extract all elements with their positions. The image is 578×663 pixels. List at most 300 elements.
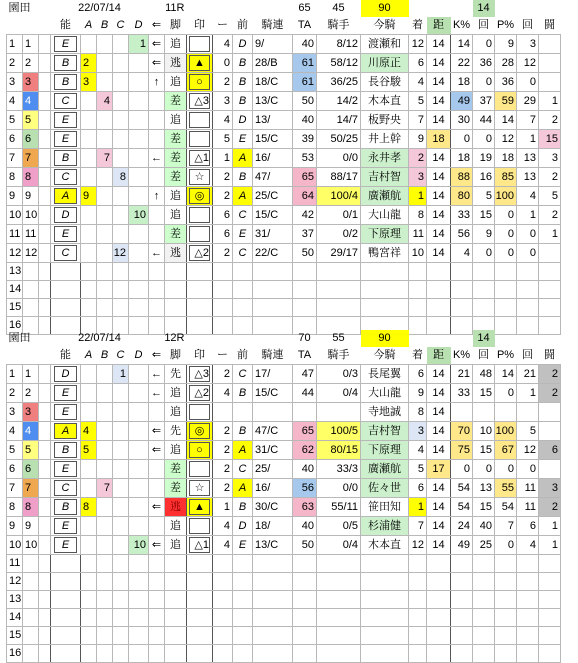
row-number[interactable]: 15 — [7, 299, 23, 317]
jockey-stats[interactable]: 14/7 — [317, 111, 361, 130]
prev-grade[interactable]: A — [233, 187, 253, 206]
ability-grade[interactable] — [51, 130, 81, 149]
cell[interactable] — [97, 609, 113, 627]
col-c[interactable]: 8 — [113, 168, 129, 187]
row-number[interactable]: 13 — [7, 263, 23, 281]
count-1[interactable]: 0 — [473, 35, 495, 54]
p-percent[interactable]: 85 — [495, 168, 517, 187]
cell[interactable] — [39, 187, 51, 206]
cell[interactable] — [81, 263, 97, 281]
cell[interactable] — [129, 591, 149, 609]
column-header[interactable]: 前 — [233, 347, 253, 365]
cell[interactable] — [23, 627, 39, 645]
jockey-combo[interactable]: 13/ — [253, 111, 293, 130]
column-header[interactable]: ⇐ — [149, 17, 165, 35]
cell[interactable] — [427, 591, 451, 609]
cell[interactable] — [165, 299, 187, 317]
cell[interactable] — [233, 263, 253, 281]
k-percent[interactable]: 54 — [451, 498, 473, 517]
ability-grade[interactable] — [51, 187, 81, 206]
cell[interactable] — [113, 573, 129, 591]
col-z[interactable]: 1 — [213, 149, 233, 168]
col-c[interactable] — [113, 225, 129, 244]
row-number[interactable]: 16 — [7, 317, 23, 335]
cell[interactable] — [233, 609, 253, 627]
cell[interactable] — [451, 263, 473, 281]
fight-value[interactable] — [539, 422, 561, 441]
cell[interactable] — [427, 299, 451, 317]
frame-number[interactable]: 1 — [23, 35, 39, 54]
col-z[interactable]: 4 — [213, 384, 233, 403]
prev-grade[interactable]: D — [233, 111, 253, 130]
p-percent[interactable]: 54 — [495, 498, 517, 517]
ability-grade[interactable] — [51, 244, 81, 263]
jockey-name[interactable]: 井上幹 — [361, 130, 409, 149]
col-z[interactable]: 2 — [213, 422, 233, 441]
row-number[interactable]: 5 — [7, 111, 23, 130]
count-1[interactable]: 15 — [473, 498, 495, 517]
column-header[interactable]: P% — [495, 17, 517, 35]
cell[interactable] — [23, 555, 39, 573]
fight-value[interactable]: 15 — [539, 130, 561, 149]
col-a[interactable] — [81, 517, 97, 536]
trend-arrow[interactable] — [149, 168, 165, 187]
col-c[interactable]: 1 — [113, 365, 129, 384]
count-2[interactable]: 12 — [517, 441, 539, 460]
cell[interactable] — [39, 403, 51, 422]
count-1[interactable]: 13 — [473, 479, 495, 498]
fight-value[interactable]: 1 — [539, 517, 561, 536]
prev-grade[interactable]: B — [233, 498, 253, 517]
col-z[interactable]: 2 — [213, 460, 233, 479]
col-b[interactable] — [97, 365, 113, 384]
running-style[interactable]: 追 — [165, 111, 187, 130]
cell[interactable] — [113, 281, 129, 299]
running-style[interactable]: 追 — [165, 35, 187, 54]
row-number[interactable]: 16 — [7, 645, 23, 663]
column-header[interactable]: 脚 — [165, 347, 187, 365]
spacer[interactable] — [409, 0, 473, 17]
column-header[interactable]: 距 — [427, 347, 451, 365]
cell[interactable] — [39, 441, 51, 460]
time-index[interactable]: 37 — [293, 225, 317, 244]
frame-number[interactable]: 3 — [23, 403, 39, 422]
count-1[interactable]: 15 — [473, 384, 495, 403]
column-header[interactable]: 騎連 — [253, 17, 293, 35]
cell[interactable] — [517, 627, 539, 645]
column-header[interactable]: A — [81, 347, 97, 365]
column-header[interactable]: 着 — [409, 347, 427, 365]
cell[interactable] — [81, 281, 97, 299]
cell[interactable] — [473, 645, 495, 663]
cell[interactable] — [517, 609, 539, 627]
count-2[interactable]: 1 — [517, 384, 539, 403]
jockey-stats[interactable]: 100/5 — [317, 422, 361, 441]
running-style[interactable]: 追 — [165, 517, 187, 536]
cell[interactable] — [473, 627, 495, 645]
jockey-stats[interactable]: 0/0 — [317, 479, 361, 498]
cell[interactable] — [149, 263, 165, 281]
jockey-combo[interactable]: 16/ — [253, 149, 293, 168]
jockey-name[interactable]: 廣瀬航 — [361, 460, 409, 479]
cell[interactable] — [97, 627, 113, 645]
frame-number[interactable]: 10 — [23, 206, 39, 225]
cell[interactable] — [39, 111, 51, 130]
frame-number[interactable]: 6 — [23, 460, 39, 479]
spacer[interactable] — [495, 330, 561, 347]
col-a[interactable] — [81, 365, 97, 384]
prev-grade[interactable]: B — [233, 92, 253, 111]
ability-grade[interactable] — [51, 479, 81, 498]
cell[interactable] — [39, 244, 51, 263]
finish-rank[interactable]: 9 — [409, 384, 427, 403]
count-1[interactable]: 10 — [473, 422, 495, 441]
col-d[interactable] — [129, 384, 149, 403]
trend-arrow[interactable] — [149, 225, 165, 244]
col-z[interactable]: 4 — [213, 536, 233, 555]
jockey-stats[interactable]: 58/12 — [317, 54, 361, 73]
cell[interactable] — [113, 609, 129, 627]
row-number[interactable]: 7 — [7, 149, 23, 168]
cell[interactable] — [113, 591, 129, 609]
cell[interactable] — [23, 263, 39, 281]
cell[interactable] — [317, 591, 361, 609]
row-number[interactable]: 12 — [7, 573, 23, 591]
cell[interactable] — [129, 573, 149, 591]
cell[interactable] — [187, 573, 213, 591]
jockey-stats[interactable]: 0/3 — [317, 365, 361, 384]
jockey-name[interactable]: 鴨宮祥 — [361, 244, 409, 263]
count-2[interactable]: 13 — [517, 149, 539, 168]
k-percent[interactable]: 0 — [451, 130, 473, 149]
col-c[interactable] — [113, 73, 129, 92]
cell[interactable] — [495, 609, 517, 627]
cell[interactable] — [427, 609, 451, 627]
row-number[interactable]: 14 — [7, 609, 23, 627]
cell[interactable] — [165, 591, 187, 609]
count-2[interactable]: 21 — [517, 365, 539, 384]
column-header[interactable]: 印 — [187, 347, 213, 365]
k-percent[interactable]: 49 — [451, 536, 473, 555]
cell[interactable] — [539, 609, 561, 627]
k-percent[interactable]: 33 — [451, 384, 473, 403]
cell[interactable] — [213, 609, 233, 627]
p-percent[interactable]: 28 — [495, 54, 517, 73]
cell[interactable] — [81, 645, 97, 663]
time-index[interactable]: 50 — [293, 92, 317, 111]
cell[interactable] — [113, 555, 129, 573]
jockey-combo[interactable]: 30/C — [253, 498, 293, 517]
col-b[interactable] — [97, 422, 113, 441]
col-b[interactable]: 7 — [97, 149, 113, 168]
cell[interactable] — [473, 591, 495, 609]
cell[interactable] — [293, 591, 317, 609]
column-header[interactable]: ー — [213, 17, 233, 35]
column-header[interactable]: 今騎 — [361, 347, 409, 365]
column-header[interactable]: 着 — [409, 17, 427, 35]
time-index[interactable]: 50 — [293, 536, 317, 555]
cell[interactable] — [517, 555, 539, 573]
corner[interactable] — [23, 17, 39, 35]
fight-value[interactable] — [539, 244, 561, 263]
running-style[interactable]: 追 — [165, 73, 187, 92]
col-b[interactable] — [97, 73, 113, 92]
jockey-name[interactable]: 木本直 — [361, 92, 409, 111]
cell[interactable] — [81, 573, 97, 591]
col-z[interactable]: 4 — [213, 517, 233, 536]
distance[interactable]: 14 — [427, 244, 451, 263]
fight-value[interactable]: 5 — [539, 187, 561, 206]
trend-arrow[interactable] — [149, 403, 165, 422]
count-2[interactable]: 0 — [517, 460, 539, 479]
cell[interactable] — [39, 206, 51, 225]
cell[interactable] — [451, 609, 473, 627]
cell[interactable] — [253, 609, 293, 627]
distance[interactable]: 14 — [427, 479, 451, 498]
col-c[interactable] — [113, 92, 129, 111]
cell[interactable] — [23, 591, 39, 609]
frame-number[interactable]: 10 — [23, 536, 39, 555]
distance[interactable]: 14 — [427, 73, 451, 92]
col-a[interactable] — [81, 479, 97, 498]
cell[interactable] — [539, 573, 561, 591]
score-2[interactable]: 45 — [332, 2, 345, 14]
distance[interactable]: 14 — [427, 225, 451, 244]
ability-grade[interactable] — [51, 517, 81, 536]
row-number[interactable]: 8 — [7, 168, 23, 187]
p-percent[interactable]: 36 — [495, 73, 517, 92]
cell[interactable] — [39, 130, 51, 149]
col-a[interactable] — [81, 403, 97, 422]
fight-value[interactable]: 1 — [539, 92, 561, 111]
corner[interactable] — [7, 17, 23, 35]
corner[interactable] — [39, 17, 51, 35]
p-percent[interactable]: 59 — [495, 92, 517, 111]
col-c[interactable] — [113, 479, 129, 498]
distance[interactable]: 14 — [427, 35, 451, 54]
p-percent[interactable]: 7 — [495, 517, 517, 536]
jockey-combo[interactable]: 28/B — [253, 54, 293, 73]
col-a[interactable]: 2 — [81, 54, 97, 73]
col-z[interactable]: 4 — [213, 35, 233, 54]
frame-number[interactable]: 2 — [23, 54, 39, 73]
col-a[interactable] — [81, 384, 97, 403]
jockey-stats[interactable]: 88/17 — [317, 168, 361, 187]
cell[interactable] — [495, 627, 517, 645]
column-header[interactable]: 能 — [51, 17, 81, 35]
prediction-mark[interactable] — [187, 168, 213, 187]
time-index[interactable]: 65 — [293, 422, 317, 441]
cell[interactable] — [81, 555, 97, 573]
trend-arrow[interactable]: ↑ — [149, 187, 165, 206]
ability-grade[interactable] — [51, 441, 81, 460]
col-a[interactable] — [81, 111, 97, 130]
count-1[interactable]: 37 — [473, 92, 495, 111]
frame-number[interactable]: 5 — [23, 111, 39, 130]
running-style[interactable]: 追 — [165, 187, 187, 206]
cell[interactable] — [253, 573, 293, 591]
row-number[interactable]: 1 — [7, 35, 23, 54]
fight-value[interactable]: 2 — [539, 498, 561, 517]
column-header[interactable]: D — [129, 347, 149, 365]
cell[interactable] — [39, 555, 51, 573]
jockey-combo[interactable]: 22/C — [253, 244, 293, 263]
ability-grade[interactable] — [51, 206, 81, 225]
time-index[interactable]: 42 — [293, 206, 317, 225]
column-header[interactable]: 騎手 — [317, 17, 361, 35]
cell[interactable] — [409, 263, 427, 281]
column-header[interactable]: 闘 — [539, 347, 561, 365]
cell[interactable] — [129, 555, 149, 573]
column-header[interactable]: ー — [213, 347, 233, 365]
running-style[interactable]: 差 — [165, 460, 187, 479]
cell[interactable] — [427, 645, 451, 663]
score-3[interactable]: 90 — [361, 330, 409, 347]
fight-value[interactable]: 1 — [539, 536, 561, 555]
column-header[interactable]: TA — [293, 17, 317, 35]
finish-rank[interactable]: 3 — [409, 168, 427, 187]
col-b[interactable] — [97, 460, 113, 479]
cell[interactable] — [253, 299, 293, 317]
cell[interactable] — [293, 627, 317, 645]
cell[interactable] — [113, 299, 129, 317]
cell[interactable] — [165, 627, 187, 645]
cell[interactable] — [451, 573, 473, 591]
cell[interactable] — [39, 384, 51, 403]
finish-rank[interactable]: 4 — [409, 73, 427, 92]
finish-rank[interactable]: 2 — [409, 149, 427, 168]
time-index[interactable]: 63 — [293, 498, 317, 517]
k-percent[interactable]: 14 — [451, 35, 473, 54]
cell[interactable] — [39, 498, 51, 517]
jockey-combo[interactable] — [253, 403, 293, 422]
col-d[interactable] — [129, 168, 149, 187]
cell[interactable] — [51, 263, 81, 281]
col-d[interactable] — [129, 225, 149, 244]
trend-arrow[interactable] — [149, 92, 165, 111]
p-percent[interactable]: 0 — [495, 225, 517, 244]
finish-rank[interactable]: 5 — [409, 92, 427, 111]
fight-value[interactable]: 2 — [539, 206, 561, 225]
col-d[interactable] — [129, 479, 149, 498]
time-index[interactable]: 50 — [293, 244, 317, 263]
prev-grade[interactable]: B — [233, 73, 253, 92]
prediction-mark[interactable] — [187, 422, 213, 441]
cell[interactable] — [233, 645, 253, 663]
jockey-combo[interactable]: 9/ — [253, 35, 293, 54]
finish-rank[interactable]: 8 — [409, 206, 427, 225]
distance[interactable]: 14 — [427, 92, 451, 111]
p-percent[interactable]: 12 — [495, 130, 517, 149]
frame-number[interactable]: 5 — [23, 441, 39, 460]
col-z[interactable]: 2 — [213, 479, 233, 498]
venue-label[interactable]: 園田 — [8, 2, 31, 14]
k-percent[interactable]: 30 — [451, 111, 473, 130]
cell[interactable] — [317, 555, 361, 573]
running-style[interactable]: 先 — [165, 365, 187, 384]
col-b[interactable] — [97, 54, 113, 73]
ability-grade[interactable] — [51, 149, 81, 168]
jockey-name[interactable]: 下原理 — [361, 225, 409, 244]
col-d[interactable] — [129, 130, 149, 149]
k-percent[interactable]: 22 — [451, 54, 473, 73]
p-percent[interactable]: 9 — [495, 35, 517, 54]
prediction-mark[interactable] — [187, 111, 213, 130]
col-z[interactable]: 2 — [213, 187, 233, 206]
col-b[interactable] — [97, 130, 113, 149]
cell[interactable] — [233, 591, 253, 609]
k-percent[interactable]: 0 — [451, 460, 473, 479]
col-z[interactable]: 0 — [213, 54, 233, 73]
trend-arrow[interactable] — [149, 460, 165, 479]
p-percent[interactable]: 0 — [495, 460, 517, 479]
prediction-mark[interactable] — [187, 149, 213, 168]
jockey-combo[interactable]: 25/C — [253, 187, 293, 206]
cell[interactable] — [427, 573, 451, 591]
cell[interactable] — [39, 35, 51, 54]
finish-rank[interactable]: 6 — [409, 479, 427, 498]
row-number[interactable]: 6 — [7, 130, 23, 149]
cell[interactable] — [495, 263, 517, 281]
count-2[interactable]: 11 — [517, 498, 539, 517]
prediction-mark[interactable] — [187, 460, 213, 479]
cell[interactable] — [113, 645, 129, 663]
p-percent[interactable]: 55 — [495, 479, 517, 498]
cell[interactable] — [23, 573, 39, 591]
column-header[interactable]: K% — [451, 347, 473, 365]
cell[interactable] — [97, 281, 113, 299]
jockey-stats[interactable]: 100/4 — [317, 187, 361, 206]
cell[interactable] — [451, 627, 473, 645]
running-style[interactable]: 追 — [165, 206, 187, 225]
race-date[interactable]: 22/07/14 — [78, 332, 121, 344]
cell[interactable] — [81, 609, 97, 627]
col-d[interactable] — [129, 517, 149, 536]
distance[interactable]: 14 — [427, 168, 451, 187]
finish-rank[interactable]: 1 — [409, 187, 427, 206]
horse-count[interactable]: 14 — [473, 0, 495, 17]
jockey-combo[interactable]: 18/C — [253, 73, 293, 92]
cell[interactable] — [253, 281, 293, 299]
count-2[interactable]: 1 — [517, 130, 539, 149]
p-percent[interactable]: 67 — [495, 441, 517, 460]
ability-grade[interactable] — [51, 54, 81, 73]
score-1[interactable]: 70 — [298, 332, 311, 344]
prediction-mark[interactable] — [187, 384, 213, 403]
k-percent[interactable]: 24 — [451, 517, 473, 536]
prediction-mark[interactable] — [187, 479, 213, 498]
fight-value[interactable] — [539, 403, 561, 422]
cell[interactable] — [409, 555, 427, 573]
distance[interactable]: 14 — [427, 403, 451, 422]
running-style[interactable]: 逃 — [165, 498, 187, 517]
cell[interactable] — [451, 645, 473, 663]
cell[interactable] — [293, 573, 317, 591]
column-header[interactable]: 回 — [473, 17, 495, 35]
p-percent[interactable] — [495, 403, 517, 422]
col-a[interactable]: 3 — [81, 73, 97, 92]
cell[interactable] — [165, 555, 187, 573]
col-a[interactable] — [81, 244, 97, 263]
cell[interactable] — [149, 555, 165, 573]
count-1[interactable]: 48 — [473, 365, 495, 384]
cell[interactable] — [317, 281, 361, 299]
count-1[interactable] — [473, 403, 495, 422]
cell[interactable] — [293, 555, 317, 573]
prev-grade[interactable]: B — [233, 168, 253, 187]
cell[interactable] — [361, 573, 409, 591]
count-1[interactable]: 0 — [473, 244, 495, 263]
